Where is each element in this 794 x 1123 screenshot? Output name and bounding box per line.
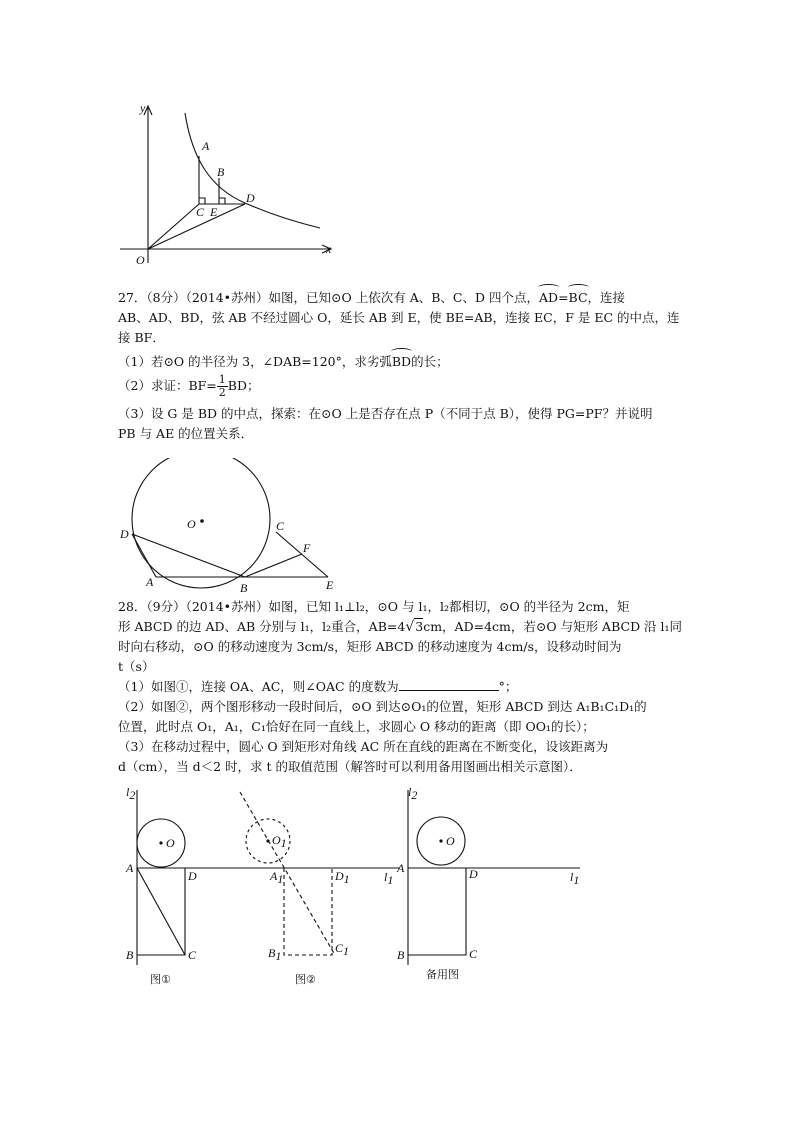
fig1-label-l2 [126, 785, 135, 802]
q28-part1-text: （1）如图①，连接 OA、AC，则∠OAC 的度数为 [118, 679, 399, 694]
q28-part2-line2: 位置，此时点 O₁，A₁，C₁恰好在同一直线上，求圆心 O 移动的距离（即 OO₁的长）； [118, 719, 595, 734]
q28-line3: 时向右移动，⊙O 的移动速度为 3cm/s，矩形 ABCD 的移动速度为 4cm/s，设移动时间为 [118, 639, 622, 654]
fig2-b1-letter: B [268, 946, 276, 960]
q28-part3-line1: （3）在移动过程中，圆心 O 到矩形对角线 AC 所在直线的距离在不断变化，设该距离为 [118, 739, 609, 754]
q27-part3-line2: PB 与 AE 的位置关系． [118, 426, 254, 441]
answer-blank[interactable] [399, 678, 499, 691]
label-b: B [217, 165, 225, 179]
label-x: x [326, 242, 332, 256]
circle-o [132, 458, 270, 588]
q27-line3: 接 BF． [118, 330, 165, 345]
label-c: C [196, 205, 205, 219]
segment-da [132, 534, 156, 577]
question-28 [118, 597, 683, 777]
fig2-label-d1 [334, 869, 350, 886]
fig1-label-b: B [126, 948, 134, 962]
label-o: O [136, 253, 145, 267]
fig3-l1-letter: l [570, 870, 574, 884]
fig2-rectangle [284, 868, 332, 955]
q28-line2 [118, 617, 683, 637]
fig2-center-dot [266, 839, 269, 842]
segment-db [132, 534, 245, 577]
fig2-l1-letter: l [384, 870, 388, 884]
fig1-label-o: O [166, 836, 175, 850]
q28-part1 [118, 677, 678, 697]
fig1-diagonal-ac [137, 868, 185, 955]
q27-part1 [118, 352, 678, 372]
segment-bf [245, 554, 302, 577]
fig2-label-o1 [272, 833, 287, 850]
fig1-center-dot [159, 841, 162, 844]
circle-figure [112, 458, 342, 598]
fig1-l2-letter: l [126, 785, 130, 799]
fig2-a1-sub: 1 [277, 872, 284, 886]
caption-fig3: 备用图 [426, 968, 459, 981]
fig3-rectangle [408, 868, 466, 955]
fig3-label-l2 [408, 785, 417, 802]
fig2-line-o1c1 [240, 792, 335, 955]
label-d: D [246, 191, 255, 205]
fraction-half [217, 374, 228, 399]
fig1-l2-sub: 2 [129, 788, 136, 802]
fig2-c1-sub: 1 [343, 944, 350, 958]
arc-bc: BC [569, 288, 588, 308]
q27-line2: AB、AD、BD，弦 AB 不经过圆心 O，延长 AB 到 E，使 BE=AB，连接 EC，F 是 EC 的中点，连 [118, 310, 680, 325]
label-c: C [276, 519, 285, 533]
fig2-c1-letter: C [335, 941, 344, 955]
fig2-b1-sub: 1 [275, 949, 282, 963]
q27-line1 [118, 288, 678, 308]
q28-part1-tail: °； [498, 679, 518, 694]
fraction-numerator: 1 [218, 373, 226, 386]
label-e: E [326, 578, 334, 592]
fig2-l1-sub: 1 [387, 873, 394, 887]
fig2-o1-letter: O [272, 833, 281, 847]
fig3-center-dot [439, 839, 442, 842]
fig2-label-b1 [268, 946, 281, 963]
q28-part2-line1: （2）如图②，两个图形移动一段时间后，⊙O 到达⊙O₁的位置，矩形 ABCD 到达 A₁B₁C₁D₁的 [118, 699, 647, 714]
fig2-label-l1 [384, 870, 393, 887]
fig2-a1-letter: A [270, 869, 278, 883]
q28-part3-line2: d（cm），当 d＜2 时，求 t 的取值范围（解答时可以利用备用图画出相关示意图）． [118, 759, 582, 774]
q27-line1-text: 27．（8分）（2014•苏州）如图，已知⊙O 上依次有 A、B、C、D 四个点， [118, 290, 539, 305]
fraction-denominator: 2 [218, 386, 226, 399]
q27-line1-tail: ，连接 [587, 290, 626, 305]
sqrt-sign: √ [405, 619, 415, 635]
hyperbola-figure [110, 98, 340, 273]
question-27 [118, 288, 678, 444]
sqrt-radicand: 3 [415, 619, 424, 634]
hyperbola-curve [185, 113, 320, 228]
q28-line4: t（s） [118, 659, 155, 674]
fig3-label-l1 [570, 870, 579, 887]
caption-fig1: 图① [150, 973, 171, 986]
fig1-label-c: C [188, 948, 197, 962]
right-angle-e [219, 198, 225, 204]
q27-part3-line1: （3）设 G 是 BD 的中点，探索：在⊙O 上是否存在点 P（不同于点 B），使得 PG=PF？并说明 [118, 406, 653, 421]
label-b: B [240, 581, 248, 595]
label-e: E [210, 205, 218, 219]
caption-fig2: 图② [295, 973, 316, 986]
fig3-label-c: C [469, 947, 478, 961]
arc-bd: BD [392, 352, 411, 372]
fig2-d1-letter: D [335, 869, 344, 883]
q28-line2-text: 形 ABCD 的边 AD、AB 分别与 l₁，l₂重合，AB=4 [118, 619, 406, 634]
right-angle-c [199, 198, 205, 204]
q27-part1-tail: 的长； [411, 354, 449, 369]
fig2-o1-sub: 1 [280, 836, 287, 850]
fig2-d1-sub: 1 [343, 872, 350, 886]
label-d: D [120, 527, 129, 541]
label-a: A [202, 139, 210, 153]
fig2-label-c1 [335, 941, 349, 958]
label-y: y [140, 101, 146, 115]
arc-ad: AD [539, 288, 558, 308]
q27-equals: = [558, 290, 569, 305]
q28-line1: 28．（9分）（2014•苏州）如图，已知 l₁⊥l₂，⊙O 与 l₁，l₂都相切，⊙O 的半径为 2cm，矩 [118, 599, 630, 614]
fig2-label-a1 [269, 869, 283, 886]
fig3-label-b: B [397, 948, 405, 962]
fig3-l2-letter: l [408, 785, 412, 799]
fig3-label-d: D [469, 867, 478, 881]
rectangle-figures [110, 780, 590, 995]
fig3-label-a: A [397, 861, 405, 875]
fig3-l1-sub: 1 [573, 873, 580, 887]
q27-part2-tail: BD； [227, 378, 260, 393]
center-dot-o [200, 519, 204, 523]
q27-part2 [118, 374, 678, 402]
q27-part2-text: （2）求证：BF= [118, 378, 217, 393]
fig3-label-o: O [446, 834, 455, 848]
segment-oc [148, 204, 199, 249]
fig1-label-a: A [126, 861, 134, 875]
label-a: A [146, 575, 154, 589]
label-o: O [187, 517, 196, 531]
fig1-label-d: D [188, 869, 197, 883]
label-f: F [303, 541, 311, 555]
q28-line2-tail: cm，AD=4cm，若⊙O 与矩形 ABCD 沿 l₁同 [423, 619, 683, 634]
fig3-l2-sub: 2 [411, 788, 418, 802]
q27-part1-text: （1）若⊙O 的半径为 3，∠DAB=120°，求劣弧 [118, 354, 392, 369]
